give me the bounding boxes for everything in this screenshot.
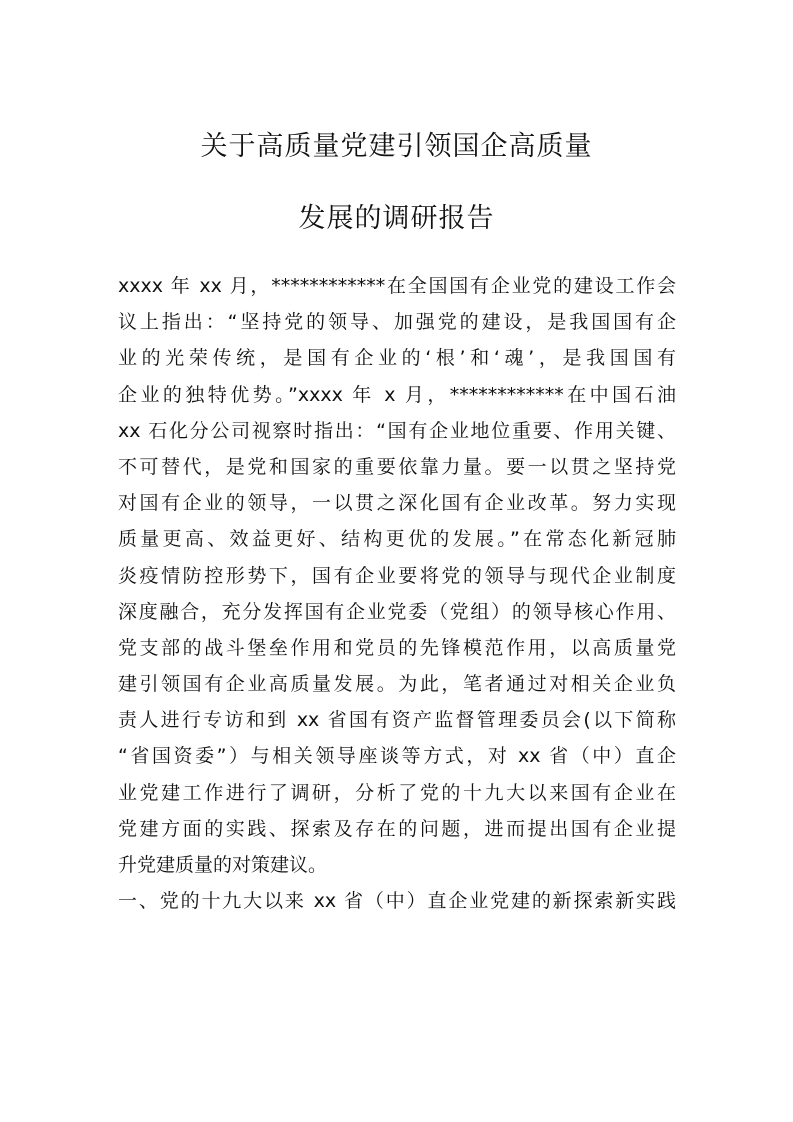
body-line: 不可替代，是党和国家的重要依靠力量。要一以贯之坚持党 xyxy=(118,455,676,478)
body-line: xx 石化分公司视察时指出：“国有企业地位重要、作用关键、 xyxy=(118,419,676,442)
document-body xyxy=(118,268,676,919)
body-line: 深度融合，充分发挥国有企业党委（党组）的领导核心作用、 xyxy=(118,600,676,623)
body-line: 企业的独特优势。”xxxx 年 x 月，************在中国石油 xyxy=(118,383,676,406)
body-line: 业的光荣传统，是国有企业的‘根’和‘魂’，是我国国有 xyxy=(118,347,676,370)
body-line: 炎疫情防控形势下，国有企业要将党的领导与现代企业制度 xyxy=(118,564,676,587)
body-line: “省国资委”）与相关领导座谈等方式，对 xx 省（中）直企 xyxy=(118,745,676,768)
document-title-line-2: 发展的调研报告 xyxy=(298,203,495,234)
body-line: 建引领国有企业高质量发展。为此，笔者通过对相关企业负 xyxy=(118,673,676,696)
body-line: 责人进行专访和到 xx 省国有资产监督管理委员会(以下简称 xyxy=(118,709,676,732)
body-line: 党建方面的实践、探索及存在的问题，进而提出国有企业提 xyxy=(118,817,676,840)
body-line: 对国有企业的领导，一以贯之深化国有企业改革。努力实现 xyxy=(118,492,676,515)
body-line: 业党建工作进行了调研，分析了党的十九大以来国有企业在 xyxy=(118,781,676,804)
body-line: 党支部的战斗堡垒作用和党员的先锋模范作用，以高质量党 xyxy=(118,636,676,659)
body-line: 升党建质量的对策建议。 xyxy=(118,854,328,876)
body-line: 议上指出：“坚持党的领导、加强党的建设，是我国国有企 xyxy=(118,311,676,334)
body-line: 质量更高、效益更好、结构更优的发展。”在常态化新冠肺 xyxy=(118,528,676,551)
section-heading: 一、党的十九大以来 xx 省（中）直企业党建的新探索新实践 xyxy=(118,890,676,913)
document-title-line-1: 关于高质量党建引领国企高质量 xyxy=(200,131,593,162)
body-line: xxxx 年 xx 月，************在全国国有企业党的建设工作会 xyxy=(118,275,676,297)
